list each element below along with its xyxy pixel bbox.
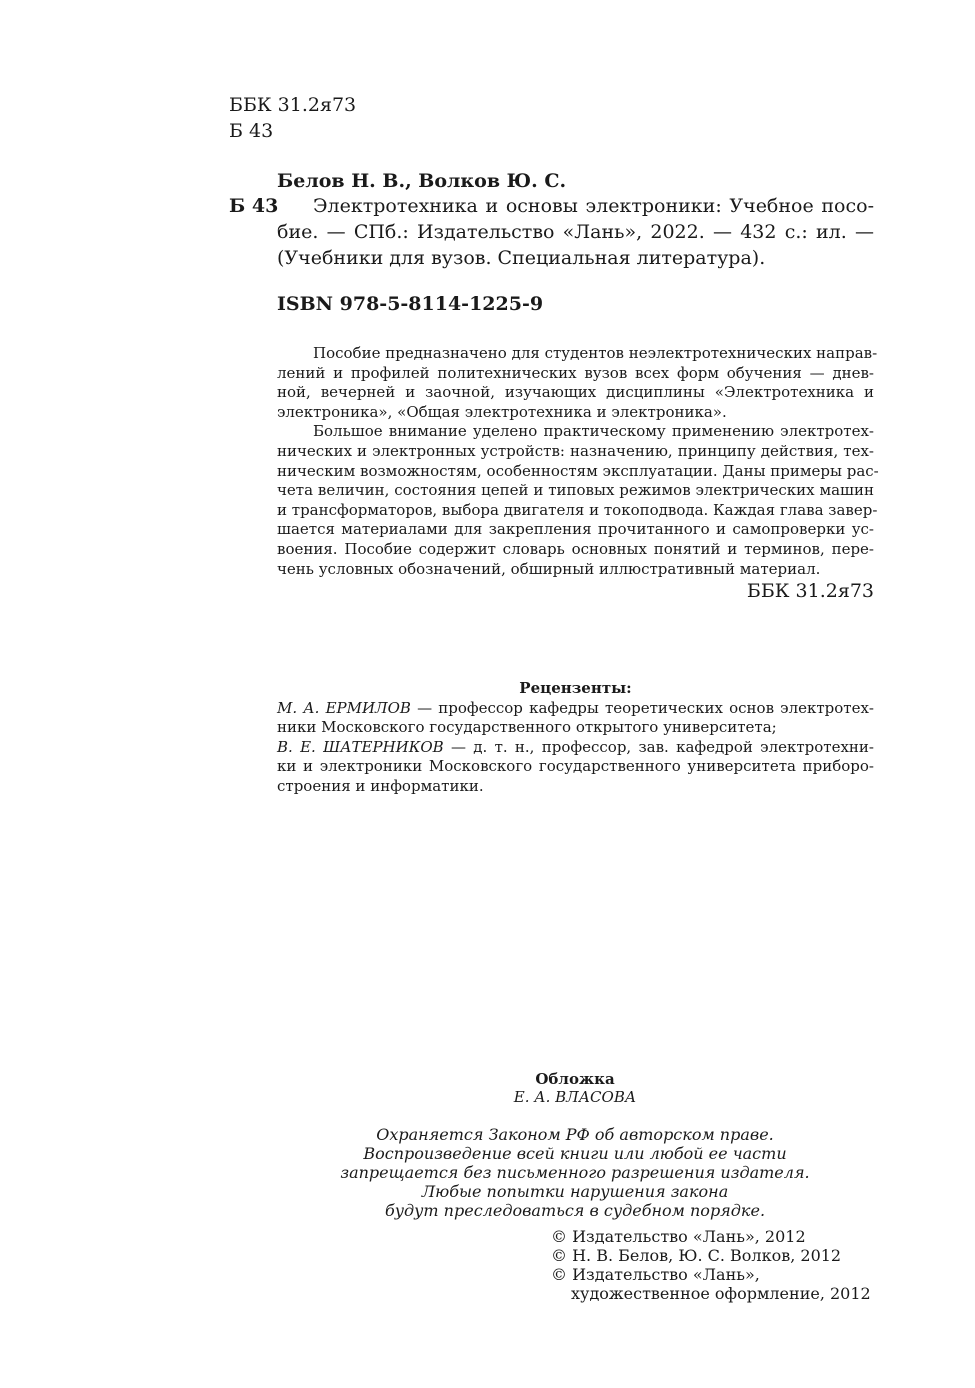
annotation-line: чета величин, состояния цепей и типовых режимов электрических машин xyxy=(277,481,874,500)
reviewer-1-line: ники Московского государственного открытого университета; xyxy=(277,718,777,737)
isbn: ISBN 978-5-8114-1225-9 xyxy=(277,293,544,315)
author-cipher: Б 43 xyxy=(229,195,279,217)
annotation-line: лений и профилей политехнических вузов всех форм обучения — днев- xyxy=(277,363,874,382)
cover-designer: Е. А. ВЛАСОВА xyxy=(513,1088,637,1106)
annotation-line: чень условных обозначений, обширный иллюстративный материал. xyxy=(277,559,821,578)
cover-credit xyxy=(375,1070,775,1106)
reviewer-2-name: В. Е. ШАТЕРНИКОВ xyxy=(277,737,444,756)
authors-heading: Белов Н. В., Волков Ю. С. xyxy=(277,170,567,192)
copyright-law-line: запрещается без письменного разрешения издателя. xyxy=(340,1163,810,1182)
copyright-law-notice xyxy=(275,1125,875,1220)
annotation xyxy=(277,344,879,579)
citation-line: (Учебники для вузов. Специальная литература). xyxy=(277,247,766,269)
citation-line: Электротехника и основы электроники: Учебное посо- xyxy=(313,195,874,217)
copyright-law-line: будут преследоваться в судебном порядке. xyxy=(384,1201,766,1220)
annotation-line: электроника», «Общая электротехника и электроника». xyxy=(277,402,727,421)
copyright-publisher: © Издательство «Лань», 2012 xyxy=(551,1227,806,1246)
bbk-classification-block xyxy=(229,92,356,144)
reviewer-1-line xyxy=(277,699,874,719)
bibliographic-citation xyxy=(277,193,874,271)
reviewer-1-title: — профессор кафедры теоретических основ электротех- xyxy=(410,698,874,717)
annotation-line: Пособие предназначено для студентов неэлектротехнических направ- xyxy=(313,344,878,362)
reviewers-block xyxy=(277,679,874,797)
bbk-code-bottom: ББК 31.2я73 xyxy=(746,580,874,602)
copyright-law-line: Охраняется Законом РФ об авторском праве. xyxy=(376,1125,774,1144)
copyright-design-cont: художественное оформление, 2012 xyxy=(571,1284,871,1303)
author-mark: Б 43 xyxy=(229,120,274,142)
annotation-line: и трансформаторов, выбора двигателя и токоподвода. Каждая глава завер- xyxy=(277,500,878,519)
annotation-line: Большое внимание уделено практическому применению электротех- xyxy=(313,422,874,441)
reviewer-2-line xyxy=(277,738,874,758)
copyright-holders xyxy=(551,1227,875,1303)
copyright-authors: © Н. В. Белов, Ю. С. Волков, 2012 xyxy=(551,1246,842,1265)
reviewer-2-line: строения и информатики. xyxy=(277,776,484,795)
reviewers-heading: Рецензенты: xyxy=(519,679,632,697)
annotation-line: ническим возможностям, особенностям эксплуатации. Даны примеры рас- xyxy=(277,461,879,480)
annotation-line: воения. Пособие содержит словарь основных понятий и терминов, пере- xyxy=(277,539,874,558)
annotation-line: нических и электронных устройств: назначению, принципу действия, тех- xyxy=(277,441,874,460)
cover-label: Обложка xyxy=(535,1070,615,1088)
copyright-law-line: Любые попытки нарушения закона xyxy=(421,1182,729,1201)
citation-line: бие. — СПб.: Издательство «Лань», 2022. — 432 с.: ил. — xyxy=(277,221,874,243)
annotation-line: ной, вечерней и заочной, изучающих дисциплины «Электротехника и xyxy=(277,383,874,402)
annotation-line: шается материалами для закрепления прочитанного и самопроверки ус- xyxy=(277,520,874,539)
bbk-code: ББК 31.2я73 xyxy=(229,94,357,116)
copyright-design: © Издательство «Лань», xyxy=(551,1265,760,1284)
reviewer-1-name: М. А. ЕРМИЛОВ xyxy=(277,698,411,717)
reviewer-2-line: ки и электроники Московского государственного университета приборо- xyxy=(277,757,874,776)
copyright-law-line: Воспроизведение всей книги или любой ее части xyxy=(363,1144,787,1163)
reviewer-2-title: — д. т. н., профессор, зав. кафедрой электротехни- xyxy=(443,737,874,756)
